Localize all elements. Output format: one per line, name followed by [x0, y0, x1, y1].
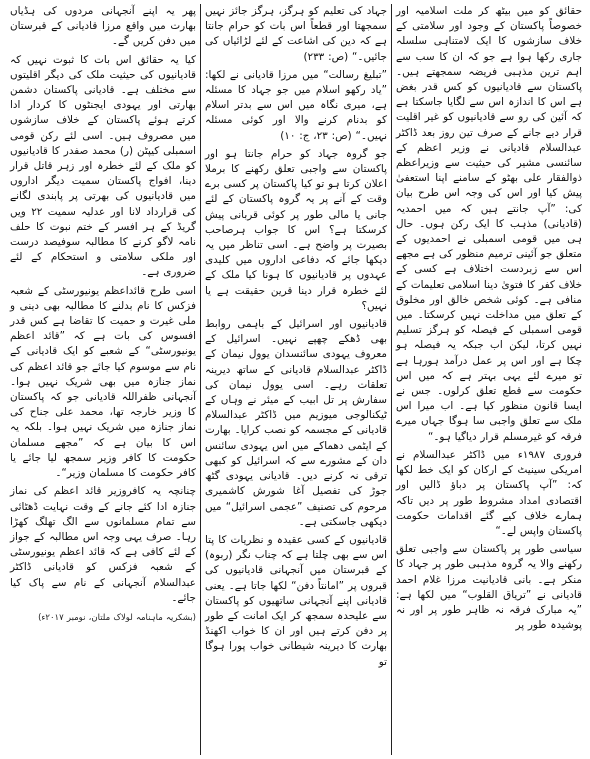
article-paragraph: ”تبلیغ رسالت“ میں مرزا قادیانی نے لکھا: ”یاد رکھو اسلام میں جو جہاد کا مسئلہ ہے، میری نگاہ میں اس سے بدتر اسلام کو بدنام کرنے والا اور کوئی مسئلہ نہیں۔“ (ص: ۲۳، ج: ۱۰) — [205, 68, 387, 142]
article-paragraph: فروری ۱۹۸۷ء میں ڈاکٹر عبدالسلام نے امریکی سینیٹ کے ارکان کو ایک خط لکھا کہ: ”آپ پاکستان پر دباؤ ڈالیں اور اقتصادی امداد مشروط طور پر دیں تاکہ ہمارے خلاف کیے گئے اقدامات حکومت پاکستان واپس لے۔“ — [396, 448, 582, 537]
article-column-left — [6, 4, 200, 755]
article-paragraph: چنانچہ یہ کافروزیر قائد اعظم کی نماز جنازہ ادا کئے جانے کے وقت نہایت ڈھٹائی سے تمام مسلمانوں سے الگ تھلگ کھڑا رہا۔ صرف یہی وجہ اس مطالبہ کے جواز کے لئے کافی ہے کہ قائد اعظم یونیورسٹی کے شعبہ فزکس کو قادیانی ڈاکٹر عبدالسلام آنجہانی کے نام سے پاک کیا جائے۔ — [10, 485, 196, 604]
article-paragraph: سیاسی طور پر پاکستان سے واجبی تعلق رکھنے والا یہ گروہ مذہبی طور پر جہاد کا منکر ہے۔ بانی قادیانیت مرزا غلام احمد قادیانی نے ”تریاق القلوب“ میں لکھا ہے: ”یہ مبارک فرقہ نہ ظاہر طور پر اور نہ پوشیدہ طور پر — [396, 543, 582, 632]
article-paragraph: حقائق کو میں بیٹھ کر ملت اسلامیہ اور خصوصاً پاکستان کے وجود اور سلامتی کے خلاف سازشوں کا ایک لامتناہی سلسلہ جاری رکھا ہوا ہے جو کہ ان کا سب سے اہم ترین مذہبی فریضہ سمجھتے ہیں۔ پاکستان سے قادیانیوں کو کس قدر بغض ہے اس کا اندازہ اس سے لگایا جاسکتا ہے کہ آئین کی رو سے قادیانیوں کو غیر اقلیت قرار دیے جانے کے صرف تین روز بعد ڈاکٹر عبدالسلام قادیانی نے وزیر اعظم کے سائنسی مشیر کی حیثیت سے وزیراعظم ذوالفقار علی بھٹو کے سامنے اپنا استعفیٰ پیش کیا اور اس کی وجہ اس طرح بیان کی: ”آپ جانتے ہیں کہ میں احمدیہ (قادیانی) مذہب کا ایک رکن ہوں۔ حال ہی میں قومی اسمبلی نے احمدیوں کے متعلق جو آئینی ترمیم منظور کی ہے مجھے اس سے زبردست اختلاف ہے کسی کے خلاف کفر کا فتویٰ دینا اسلامی تعلیمات کے منافی ہے۔ کوئی شخص خالق اور مخلوق کے تعلق میں مداخلت نہیں کرسکتا۔ میں قومی اسمبلی کے فیصلہ کو ہرگز تسلیم نہیں کرتا، لیکن اب جبکہ یہ فیصلہ ہو چکا ہے اور اس پر عمل درآمد ہورہا ہے تو میرے لئے یہی بہتر ہے کہ میں اس حکومت سے قطع تعلق کرلوں۔ جس نے ایسا قانون منظور کیا ہے۔ اب میرا اس ملک سے تعلق واجبی سا ہوگا جہاں میرے فرقہ کو غیرمسلم قرار دیاگیا ہو۔“ — [396, 5, 582, 443]
article-paragraph: جہاد کی تعلیم کو ہرگز، ہرگز جائز نہیں سمجھتا اور قطعاً اس بات کو حرام جانتا ہے کہ دین کی اشاعت کے لئے لڑائیاں کی جائیں۔“ (ص: ۲۳۳) — [205, 5, 387, 63]
article-paragraph: کیا یہ حقائق اس بات کا ثبوت نہیں کہ قادیانیوں کی حیثیت ملک کی دیگر اقلیتوں سے مختلف ہے۔ قادیانی پاکستان دشمن بھارتی اور یہودی ایجنٹوں کا کردار ادا کرتے ہوئے پاکستان کے خلاف سازشوں میں مصروف ہیں۔ اسی لئے رکن قومی اسمبلی کیپٹن (ر) محمد صفدر کا قادیانیوں کو ملک کے لئے خطرہ اور زہر قاتل قرار دینا، افواج پاکستان سمیت دیگر اداروں میں قادیانیوں کی بھرتی پر پابندی لگانے کی قرارداد لانا اور عدلیہ سمیت ۲۲ ویں گریڈ کے ہر افسر کے ختم نبوت کا حلف نامہ لاگو کرنے کا مطالبہ سوفیصد درست اور ملکی سلامتی و استحکام کے لئے ضروری ہے۔ — [10, 53, 197, 279]
source-credit: (بشکریہ ماہنامہ لولاک ملتان، نومبر ۲۰۱۷ء) — [38, 612, 196, 623]
article-paragraph: پھر یہ اپنے آنجہانی مردوں کی ہڈیاں بھارت میں واقع مرزا قادیانی کے قبرستان میں دفن کریں گے۔ — [10, 5, 196, 48]
article-paragraph: قادیانیوں اور اسرائیل کے باہمی روابط بھی ڈھکے چھپے نہیں۔ اسرائیل کے معروف یہودی سائنسدان یوول نیمان کے ڈاکٹر عبدالسلام قادیانی کے ساتھ دیرینہ تعلقات رہے۔ اسی یوول نیمان کی سفارش پر تل ابیب کے میئر نے وہاں کے ٹیکنالوجی میوزیم میں ڈاکٹر عبدالسلام قادیانی کے مجسمہ کو نصب کرایا۔ بھارت کے ایٹمی دھماکے میں اس یہودی سائنس دان کے مشورے سے کہ اسرائیل کو کبھی ترقی نہ کرنے دیں۔ قادیانی یہودی گٹھ جوڑ کی تفصیل آغا شورش کاشمیری مرحوم کی تصنیف ”عجمی اسرائیل“ میں دیکھی جاسکتی ہے۔ — [205, 318, 387, 528]
article-column-right — [392, 4, 586, 755]
article-column-middle — [200, 4, 392, 755]
article-paragraph: قادیانیوں کے کسی عقیدہ و نظریات کا پتا اس سے بھی چلتا ہے کہ چناب نگر (ربوہ) کے قبرستان میں آنجہانی قادیانیوں کی قبروں پر ”امانتاً دفن“ لکھا جاتا ہے۔ یعنی قادیانی اپنے آنجہانی ساتھیوں کو پاکستان سے علیحدہ سمجھ کر ایک امانت کے طور پر دفن کرتے ہیں اور ان کا خواب اکھنڈ بھارت کا دیرینہ شیطانی خواب پورا ہوگا تو — [205, 533, 387, 668]
article-paragraph: جو گروہ جہاد کو حرام جانتا ہو اور پاکستان سے واجبی تعلق رکھنے کا برملا اعلان کرتا ہو تو کیا پاکستان پر کسی برے وقت کے آنے پر یہ گروہ پاکستان کے لئے جانی یا مالی طور پر کوئی قربانی پیش کرسکتا ہے؟ اس کا جواب ہرصاحب بصیرت پر واضح ہے۔ اسی تناظر میں یہ دیکھا جائے کہ دفاعی اداروں میں کلیدی عہدوں پر قادیانیوں کا ہونا کیا ملک کے لئے خطرہ قرار دینا قرین حقیقت ہے یا نہیں؟ — [205, 147, 387, 312]
article-paragraph: اسی طرح قائداعظم یونیورسٹی کے شعبہ فزکس کا نام بدلنے کا مطالبہ بھی دینی و ملی غیرت و حمیت کا تقاضا ہے کس قدر افسوس کی بات ہے کہ ”قائد اعظم یونیورسٹی“ کے شعبے کو ایک قادیانی کے نام سے موسوم کیا جائے جو قائد اعظم کی نماز جنازہ میں بھی شریک نہیں ہوا۔ آنجہانی ظفراللہ قادیانی جو کہ پاکستان کا وزیر خارجہ تھا، محمد علی جناح کی نماز جنازہ میں شریک نہیں ہوا۔ بلکہ یہ اس کا بیان ہے کہ ”مجھے مسلمان حکومت کا کافر وزیر سمجھ لیا جائے یا کافر حکومت کا مسلمان وزیر“۔ — [10, 284, 196, 480]
